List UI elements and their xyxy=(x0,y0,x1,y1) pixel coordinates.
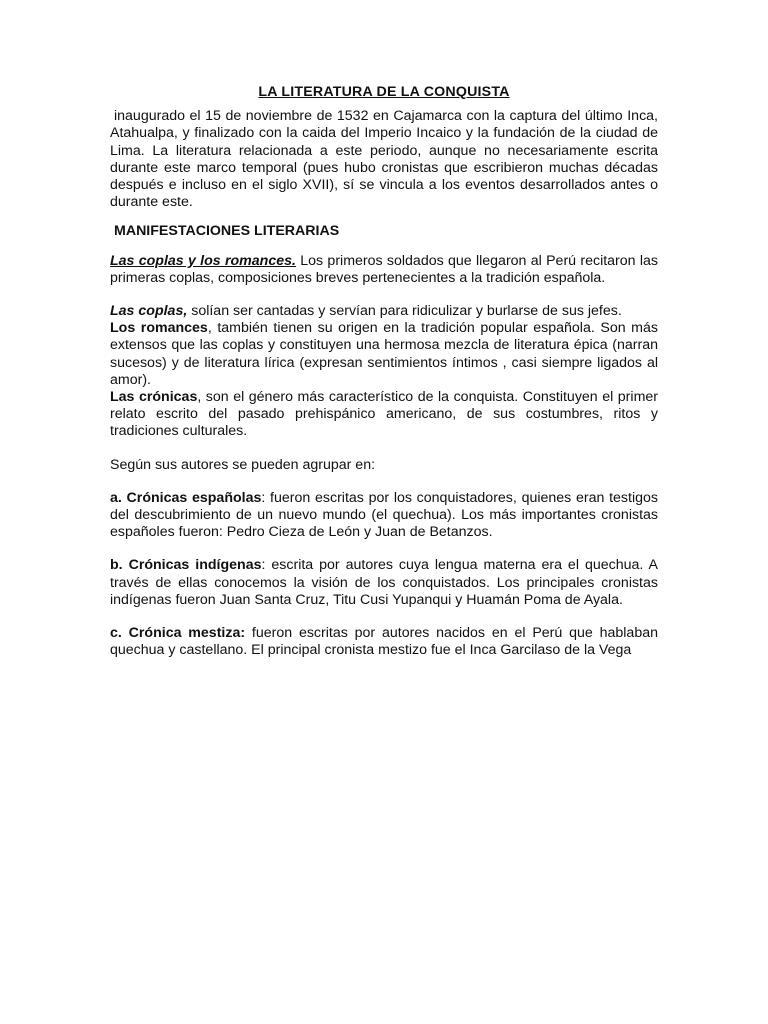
text-coplas-romances: Los primeros soldados que llegaron al Perú recitaron las primeras coplas, composiciones breves pertenecientes a la tradición española. xyxy=(110,252,658,286)
paragraph-cronicas xyxy=(110,389,658,441)
term-cronicas: Las crónicas xyxy=(110,389,198,406)
text-romances: , también tienen su origen en la tradición popular española. Son más extensos que las coplas y constituyen una hermosa mezcla de literatura épica (narran sucesos) y de literatura lírica (expresan sentimientos íntimos , casi siempre ligados al amor). xyxy=(110,320,658,388)
paragraph-romances xyxy=(110,320,658,389)
paragraph-coplas xyxy=(110,303,658,320)
text-cronica-mestiza: fueron escritas por autores nacidos en el Perú que hablaban quechua y castellano. El principal cronista mestizo fue el Inca Garcilaso de la Vega xyxy=(110,625,658,659)
document-title: LA LITERATURA DE LA CONQUISTA xyxy=(258,84,510,100)
paragraph-coplas-romances xyxy=(110,253,658,287)
term-cronicas-espanolas: a. Crónicas españolas xyxy=(110,489,262,506)
list-item-cronicas-indigenas xyxy=(110,557,658,609)
document-page xyxy=(110,84,658,659)
intro-paragraph: inaugurado el 15 de noviembre de 1532 en Cajamarca con la captura del último Inca, Atahualpa, y finalizado con la caida del Imperio Incaico y la fundación de la ciudad de Lima. La literatura relacionada a este periodo, aunque no necesariamente escrita durante este marco temporal (pues hubo cronistas que escribieron muchas décadas después e incluso en el siglo XVII), sí se vincula a los eventos desarrollados antes o durante este. xyxy=(110,108,658,211)
list-item-cronica-mestiza xyxy=(110,625,658,659)
section-heading: MANIFESTACIONES LITERARIAS xyxy=(114,223,340,240)
text-cronicas-indigenas: : escrita por autores cuya lengua materna era el quechua. A través de ellas conocemos la visión de los conquistados. Los principales cronistas indígenas fueron Juan Santa Cruz, Titu Cusi Yupanqui y Huamán Poma de Ayala. xyxy=(110,557,658,608)
term-coplas-romances: Las coplas y los romances. xyxy=(110,252,296,269)
term-cronica-mestiza: c. Crónica mestiza: xyxy=(110,625,246,642)
term-coplas: Las coplas, xyxy=(110,303,188,320)
term-romances: Los romances xyxy=(110,320,208,337)
paragraph-grouping-intro: Según sus autores se pueden agrupar en: xyxy=(110,456,376,473)
term-cronicas-indigenas: b. Crónicas indígenas xyxy=(110,557,262,574)
text-cronicas-espanolas: : fueron escritas por los conquistadores, quienes eran testigos del descubrimiento de un nuevo mundo (el quechua). Los más importantes cronistas españoles fueron: Pedro Cieza de León y Juan de Betanzos. xyxy=(110,489,658,541)
list-item-cronicas-espanolas xyxy=(110,490,658,542)
text-cronicas: , son el género más característico de la conquista. Constituyen el primer relato escrito del pasado prehispánico americano, de sus costumbres, ritos y tradiciones culturales. xyxy=(110,389,658,440)
text-coplas: solían ser cantadas y servían para ridiculizar y burlarse de sus jefes. xyxy=(187,303,622,320)
